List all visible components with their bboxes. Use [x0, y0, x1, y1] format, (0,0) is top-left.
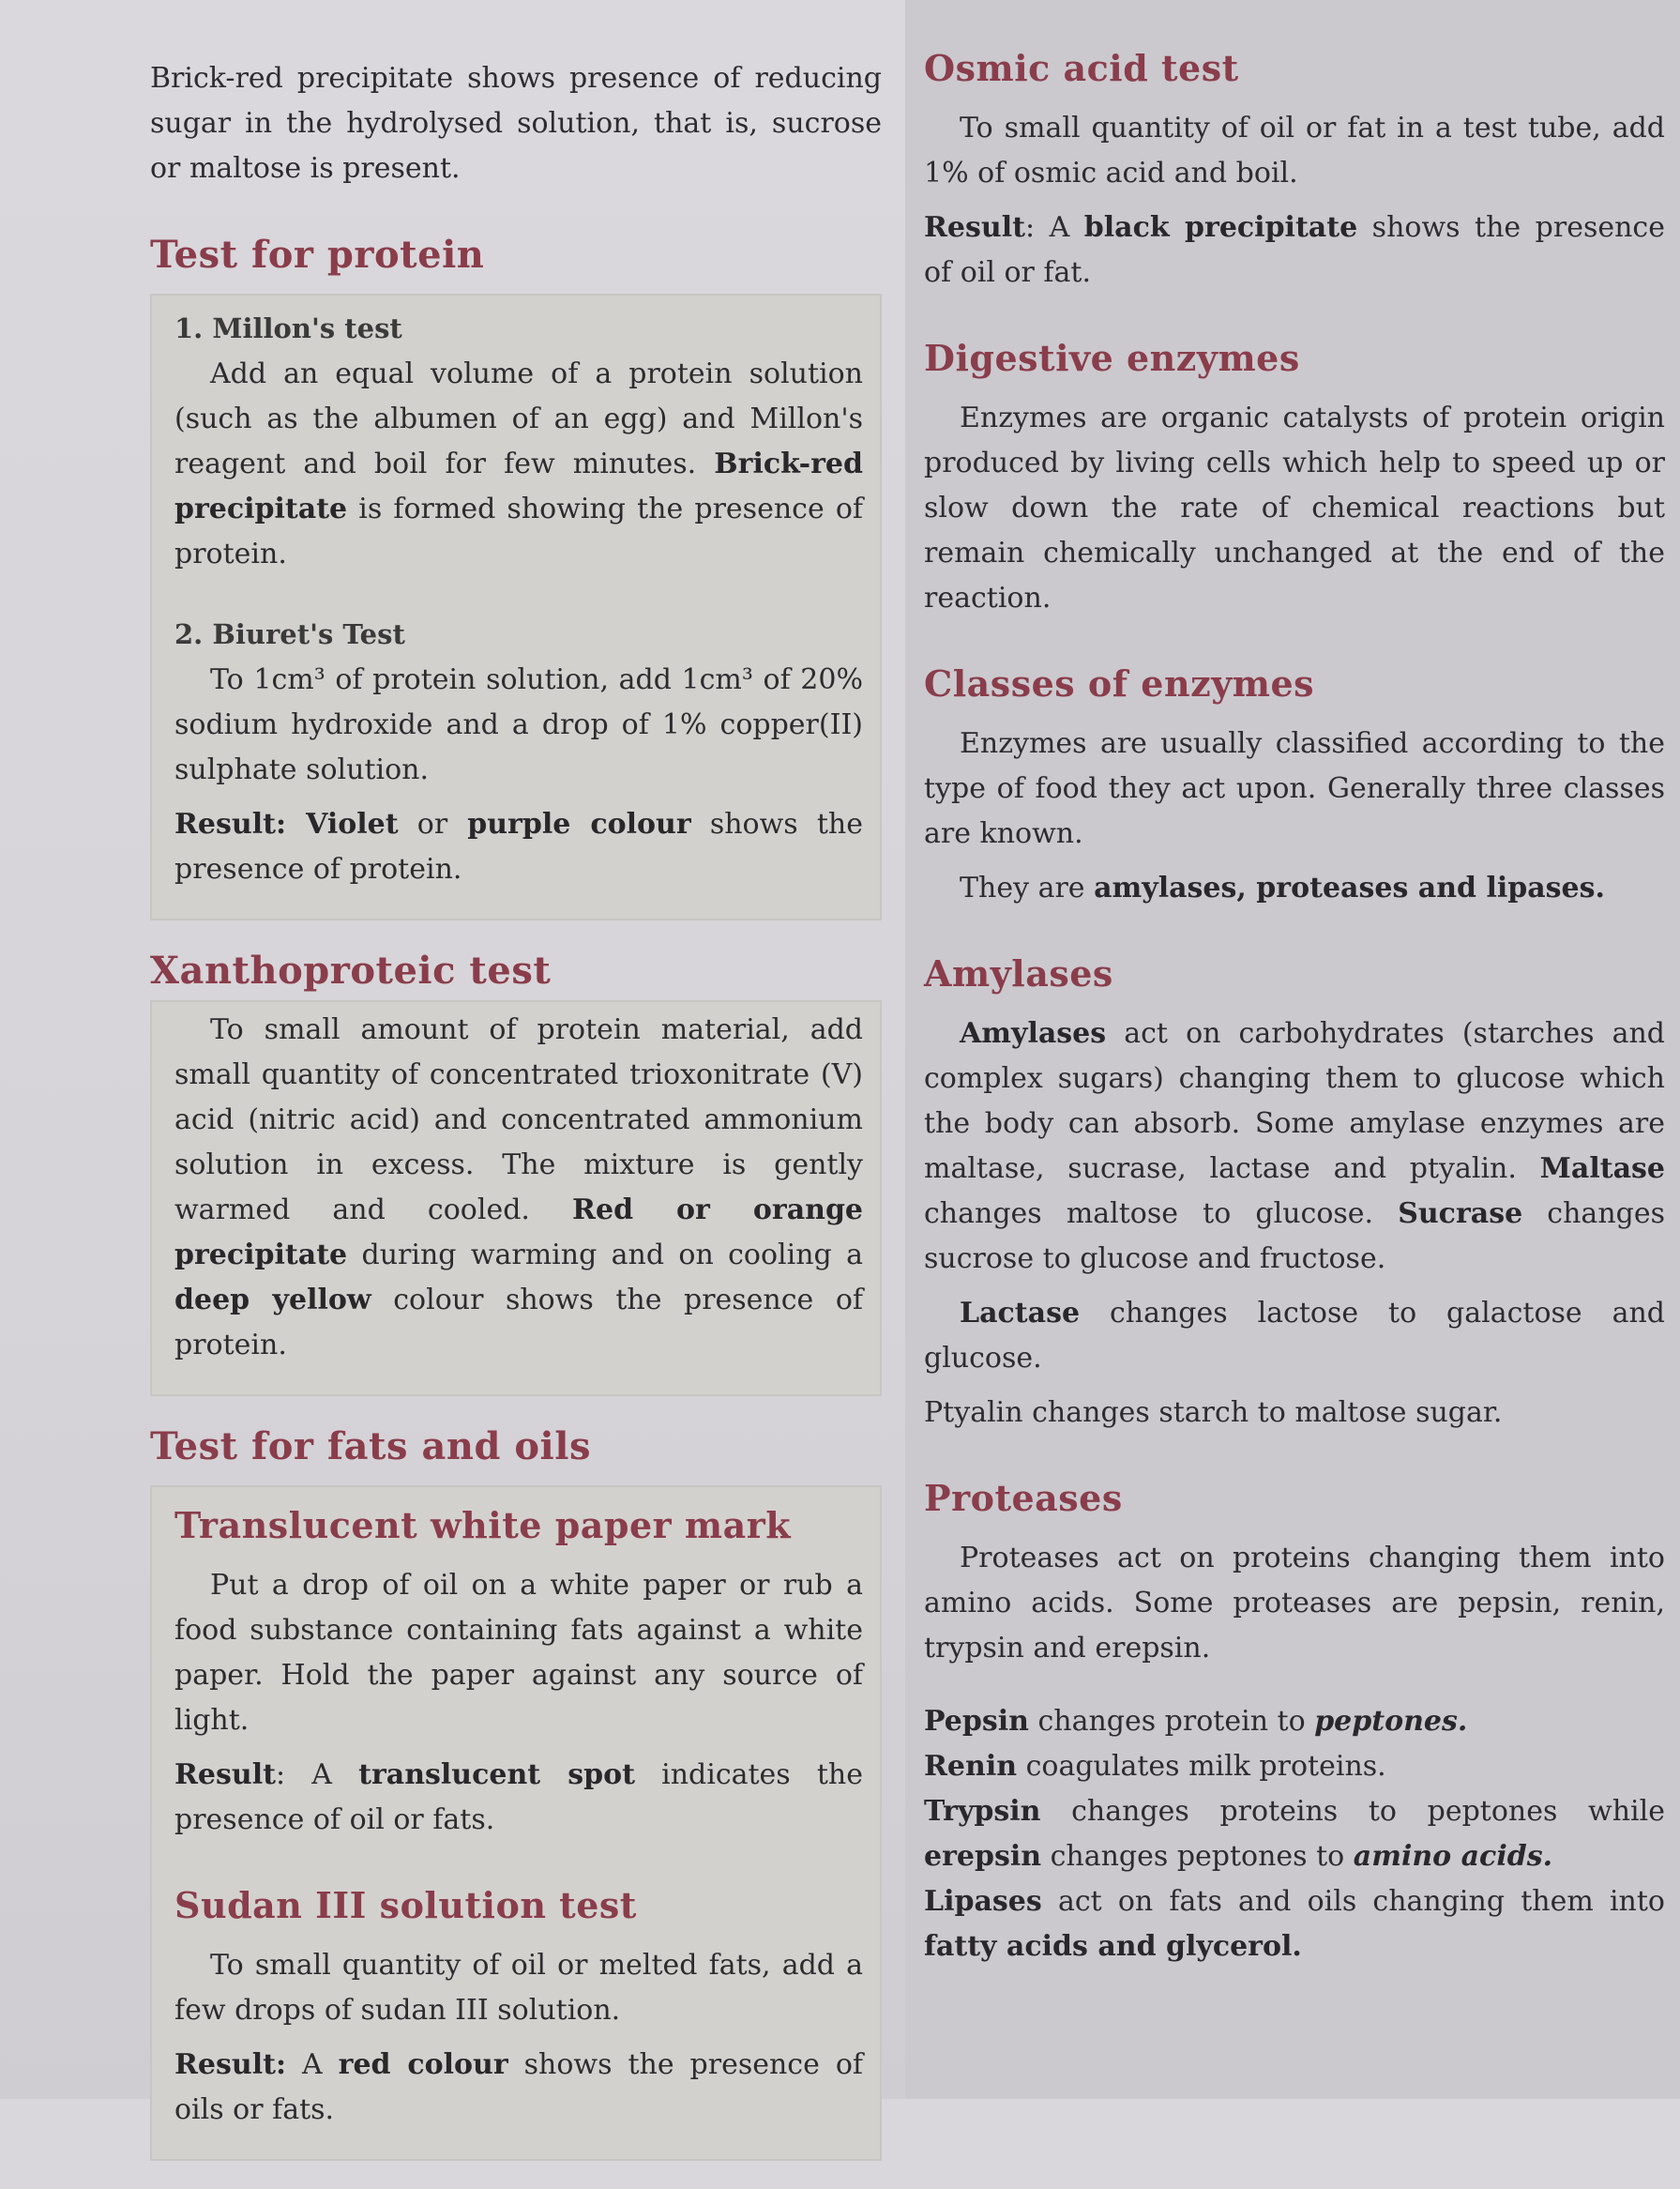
millon-test-text: Add an equal volume of a protein solution (such as the albumen of an egg) and Millon's reagent and boil for few minutes. Brick-red precipitate is formed showing the presence of protein. [174, 357, 863, 570]
fats-tests-panel [150, 1485, 882, 2161]
lipases-text: Lipases act on fats and oils changing them into fatty acids and glycerol. [924, 1885, 1665, 1963]
renin-text: Renin coagulates milk proteins. [924, 1750, 1386, 1783]
sudan-result: Result: A red colour shows the presence of oils or fats. [174, 2048, 863, 2126]
osmic-heading: Osmic acid test [924, 47, 1239, 89]
classes-text: Enzymes are usually classified according to the type of food they act upon. Generally three classes are known. [924, 727, 1665, 850]
millon-test-title: 1. Millon's test [174, 312, 402, 344]
digestive-enzymes-heading: Digestive enzymes [924, 337, 1300, 379]
biuret-test-text: To 1cm³ of protein solution, add 1cm³ of 20% sodium hydroxide and a drop of 1% copper(II) sulphate solution. [174, 663, 863, 786]
pepsin-text: Pepsin changes protein to peptones. [924, 1705, 1468, 1738]
amylases-text: Amylases act on carbohydrates (starches and complex sugars) changing them to glucose which the body can absorb. Some amylase enzymes are maltase, sucrase, lactase and ptyalin. Maltase changes maltose to glucose. Sucrase changes sucrose to glucose and fructose. [924, 1017, 1665, 1275]
xanthoproteic-panel [150, 1000, 882, 1396]
proteases-heading: Proteases [924, 1477, 1123, 1519]
classes-heading: Classes of enzymes [924, 662, 1315, 705]
digestive-enzymes-text: Enzymes are organic catalysts of protein origin produced by living cells which help to speed up or slow down the rate of chemical reactions but remain chemically unchanged at the end of the reaction. [924, 402, 1665, 615]
protein-tests-panel [150, 294, 882, 920]
xanthoproteic-text: To small amount of protein material, add small quantity of concentrated trioxonitrate (V) acid (nitric acid) and concentrated ammonium solution in excess. The mixture is gently warmed and cooled. Red or orange precipitate during warming and on cooling a deep yellow colour shows the presence of protein. [174, 1013, 864, 1361]
lactase-text: Lactase changes lactose to galactose and glucose. [924, 1297, 1665, 1375]
right-column [924, 47, 1665, 1969]
ptyalin-text: Ptyalin changes starch to maltose sugar. [924, 1396, 1503, 1429]
proteases-text: Proteases act on proteins changing them into amino acids. Some proteases are pepsin, renin, trypsin and erepsin. [924, 1542, 1665, 1665]
trypsin-text: Trypsin changes proteins to peptones while erepsin changes peptones to amino acids. [924, 1795, 1665, 1873]
classes-list: They are amylases, proteases and lipases. [960, 872, 1605, 904]
xanthoproteic-heading: Xanthoproteic test [150, 949, 552, 993]
sudan-heading: Sudan III solution test [174, 1884, 637, 1926]
biuret-test-title: 2. Biuret's Test [174, 618, 405, 650]
amylases-heading: Amylases [924, 952, 1113, 995]
protein-heading: Test for protein [150, 233, 485, 277]
sudan-text: To small quantity of oil or melted fats, add a few drops of sudan III solution. [174, 1949, 863, 2027]
osmic-text: To small quantity of oil or fat in a test tube, add 1% of osmic acid and boil. [924, 112, 1665, 190]
paper-mark-text: Put a drop of oil on a white paper or rub a food substance containing fats against a white paper. Hold the paper against any source of light. [174, 1569, 863, 1737]
reducing-sugar-paragraph: Brick-red precipitate shows presence of reducing sugar in the hydrolysed solution, that is, sucrose or maltose is present. [150, 62, 882, 185]
fats-oils-heading: Test for fats and oils [150, 1424, 591, 1468]
paper-mark-heading: Translucent white paper mark [174, 1504, 792, 1546]
paper-mark-result: Result: A translucent spot indicates the presence of oil or fats. [174, 1758, 863, 1836]
osmic-result: Result: A black precipitate shows the presence of oil or fat. [924, 211, 1665, 289]
left-column [150, 56, 882, 2189]
biuret-test-result: Result: Violet or purple colour shows the presence of protein. [174, 808, 863, 886]
